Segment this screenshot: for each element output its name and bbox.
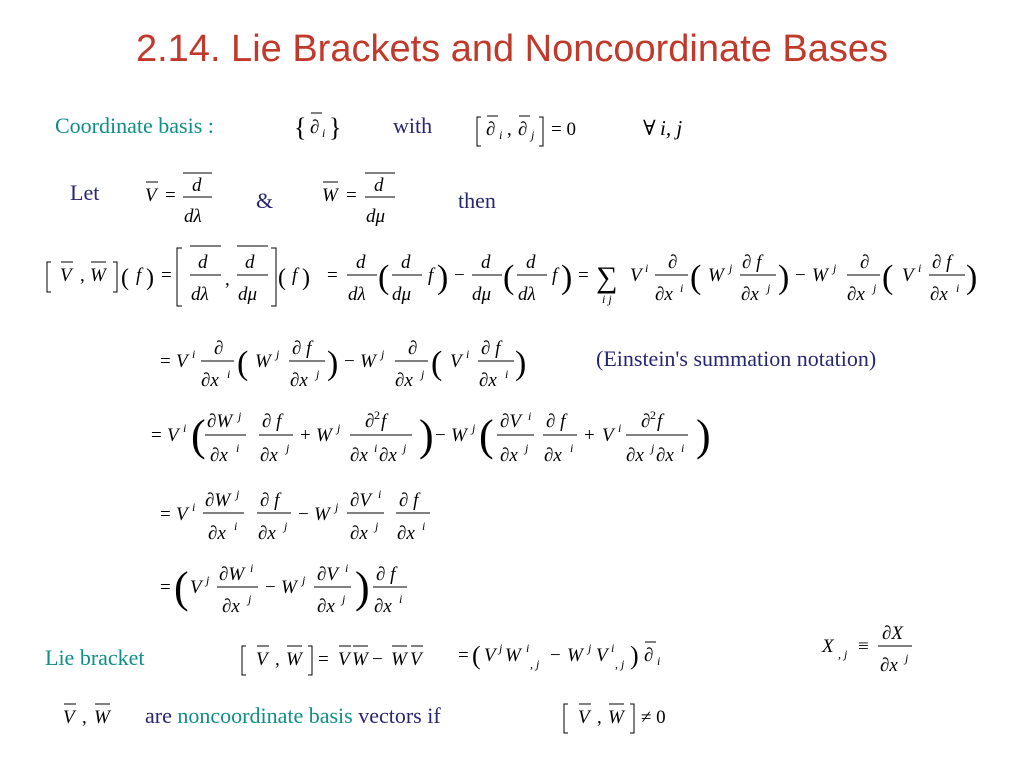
svg-text:∂: ∂ bbox=[668, 252, 678, 273]
svg-text:j: j bbox=[342, 592, 346, 606]
v-definition bbox=[145, 173, 212, 227]
svg-text:,: , bbox=[507, 119, 512, 140]
svg-text:∂: ∂ bbox=[641, 411, 651, 432]
svg-text:∂W: ∂W bbox=[207, 411, 233, 432]
svg-text:∂: ∂ bbox=[310, 117, 320, 138]
svg-text:(: ( bbox=[191, 411, 206, 460]
svg-text:dμ: dμ bbox=[472, 284, 492, 305]
svg-text:j: j bbox=[284, 519, 288, 533]
slide-title: 2.14. Lie Brackets and Noncoordinate Bases bbox=[135, 28, 889, 70]
svg-text:∂: ∂ bbox=[860, 252, 870, 273]
svg-text:=: = bbox=[327, 265, 338, 286]
svg-text:i: i bbox=[681, 441, 685, 455]
svg-text:∂x: ∂x bbox=[260, 445, 278, 466]
svg-text:∂x: ∂x bbox=[201, 370, 219, 391]
svg-text:∂V: ∂V bbox=[500, 411, 521, 432]
svg-text:d: d bbox=[356, 252, 366, 273]
svg-text:∂x: ∂x bbox=[626, 445, 644, 466]
svg-text:∂ f: ∂ f bbox=[481, 338, 501, 359]
svg-text:∂x: ∂x bbox=[741, 284, 759, 305]
svg-text:dμ: dμ bbox=[366, 206, 386, 227]
svg-text:j: j bbox=[248, 592, 252, 606]
svg-text:j: j bbox=[531, 128, 535, 142]
svg-text:W: W bbox=[391, 649, 407, 670]
svg-text:dμ: dμ bbox=[238, 284, 258, 305]
svg-text:j: j bbox=[206, 573, 210, 587]
svg-text:i: i bbox=[611, 641, 615, 655]
svg-text:i: i bbox=[466, 347, 470, 361]
svg-text:(: ( bbox=[479, 411, 494, 460]
svg-text:i: i bbox=[399, 592, 403, 606]
svg-text:V: V bbox=[167, 425, 179, 446]
svg-text:∂x: ∂x bbox=[258, 523, 276, 544]
svg-text:∂x: ∂x bbox=[222, 596, 240, 617]
svg-text:,: , bbox=[225, 269, 230, 290]
svg-text:j: j bbox=[651, 441, 655, 455]
svg-text:∂x: ∂x bbox=[317, 596, 335, 617]
svg-text:V: V bbox=[63, 707, 75, 728]
svg-text:(: ( bbox=[882, 259, 894, 296]
svg-text:(: ( bbox=[378, 259, 390, 296]
svg-text:∂ f: ∂ f bbox=[260, 490, 280, 511]
svg-text:i: i bbox=[183, 421, 187, 435]
vectors-if-word: vectors if bbox=[358, 703, 441, 728]
svg-text:≡: ≡ bbox=[858, 636, 869, 657]
svg-text:=: = bbox=[160, 351, 171, 372]
svg-text:−: − bbox=[550, 645, 561, 666]
svg-text:=: = bbox=[458, 645, 469, 666]
svg-text:j: j bbox=[905, 651, 909, 665]
svg-text:∂x: ∂x bbox=[374, 596, 392, 617]
svg-text:V: V bbox=[484, 645, 496, 666]
svg-text:): ) bbox=[419, 411, 434, 460]
svg-text:W: W bbox=[90, 265, 106, 286]
lie-bracket-definition bbox=[242, 646, 424, 675]
svg-text:j: j bbox=[337, 421, 341, 435]
svg-text:): ) bbox=[355, 563, 370, 612]
svg-text:W: W bbox=[281, 577, 297, 598]
svg-text:W: W bbox=[255, 351, 271, 372]
svg-text:V: V bbox=[145, 185, 157, 206]
svg-text:V: V bbox=[602, 425, 614, 446]
svg-text:i: i bbox=[234, 519, 238, 533]
svg-text:∂ f: ∂ f bbox=[742, 252, 762, 273]
derivation-line-2 bbox=[160, 338, 526, 391]
svg-text:,: , bbox=[80, 265, 85, 286]
einstein-note: (Einstein's summation notation) bbox=[596, 346, 877, 371]
svg-text:=: = bbox=[165, 185, 176, 206]
svg-text:∂: ∂ bbox=[365, 411, 375, 432]
svg-text:∂x: ∂x bbox=[656, 445, 674, 466]
svg-text:j: j bbox=[375, 519, 379, 533]
svg-text:V: V bbox=[630, 265, 642, 286]
svg-text:j: j bbox=[316, 367, 320, 381]
svg-text:j: j bbox=[381, 347, 385, 361]
svg-text:dλ: dλ bbox=[348, 284, 366, 305]
svg-text:i: i bbox=[250, 561, 254, 575]
svg-text:): ) bbox=[966, 259, 978, 296]
svg-text:d: d bbox=[526, 252, 536, 273]
svg-text:W: W bbox=[708, 265, 724, 286]
svg-text:=: = bbox=[161, 265, 172, 286]
svg-text:∀: ∀ bbox=[643, 116, 656, 140]
svg-text:∂x: ∂x bbox=[880, 655, 898, 676]
svg-text:(: ( bbox=[472, 641, 481, 670]
svg-text:V: V bbox=[596, 645, 608, 666]
svg-text:∂: ∂ bbox=[486, 119, 496, 140]
svg-text:=: = bbox=[160, 504, 171, 525]
svg-text:): ) bbox=[630, 641, 639, 670]
svg-text:i: i bbox=[192, 347, 196, 361]
svg-text:∂V: ∂V bbox=[317, 564, 338, 585]
svg-text:, j: , j bbox=[530, 657, 540, 671]
svg-text:∂V: ∂V bbox=[350, 490, 371, 511]
svg-text:i: i bbox=[378, 487, 382, 501]
svg-text:∂x: ∂x bbox=[479, 370, 497, 391]
svg-text:W: W bbox=[360, 351, 376, 372]
svg-text:): ) bbox=[778, 259, 790, 296]
svg-text:): ) bbox=[302, 265, 310, 291]
let-label: Let bbox=[70, 180, 100, 205]
svg-text:i: i bbox=[227, 367, 231, 381]
svg-text:2: 2 bbox=[374, 408, 380, 422]
svg-text:i: i bbox=[645, 261, 649, 275]
svg-text:): ) bbox=[515, 345, 527, 382]
svg-text:i: i bbox=[657, 654, 661, 668]
svg-text:i: i bbox=[422, 519, 426, 533]
v-w-pair bbox=[63, 704, 112, 728]
svg-text:j: j bbox=[276, 347, 280, 361]
svg-text:∂W: ∂W bbox=[219, 564, 245, 585]
are-word: are bbox=[145, 703, 172, 728]
svg-text:j: j bbox=[729, 261, 733, 275]
svg-text:(: ( bbox=[503, 259, 515, 296]
svg-text:i: i bbox=[528, 409, 532, 423]
svg-text:∂x: ∂x bbox=[397, 523, 415, 544]
svg-text:W: W bbox=[451, 425, 467, 446]
svg-text:−: − bbox=[298, 504, 309, 525]
svg-text:j: j bbox=[286, 441, 290, 455]
svg-text:d: d bbox=[481, 252, 491, 273]
coordinate-basis-label: Coordinate basis : bbox=[55, 113, 214, 138]
svg-text:W: W bbox=[316, 425, 332, 446]
svg-text:=: = bbox=[151, 425, 162, 446]
svg-text:j: j bbox=[588, 641, 592, 655]
with-label: with bbox=[393, 113, 433, 138]
svg-text:dλ: dλ bbox=[184, 206, 202, 227]
svg-text:V: V bbox=[60, 265, 72, 286]
svg-text:W: W bbox=[567, 645, 583, 666]
svg-text:∑: ∑ bbox=[596, 261, 618, 294]
svg-text:): ) bbox=[437, 259, 449, 296]
svg-text:j: j bbox=[238, 409, 242, 423]
svg-text:): ) bbox=[327, 345, 339, 382]
lie-bracket-label: Lie bracket bbox=[45, 645, 145, 670]
svg-text:(: ( bbox=[237, 345, 249, 382]
svg-text:d: d bbox=[198, 252, 208, 273]
w-definition bbox=[322, 173, 395, 227]
svg-text:W: W bbox=[314, 504, 330, 525]
coordinate-basis-set bbox=[294, 113, 341, 142]
svg-text:(: ( bbox=[690, 259, 702, 296]
svg-text:∂x: ∂x bbox=[379, 445, 397, 466]
commutator-zero-equation bbox=[477, 116, 576, 146]
then-label: then bbox=[458, 188, 496, 213]
svg-text:−: − bbox=[435, 425, 446, 446]
svg-text:≠ 0: ≠ 0 bbox=[641, 707, 666, 728]
svg-text:{: { bbox=[294, 113, 307, 142]
svg-text:∂ f: ∂ f bbox=[376, 564, 396, 585]
svg-text:(: ( bbox=[174, 563, 189, 612]
svg-text:i: i bbox=[345, 561, 349, 575]
svg-text:i: i bbox=[236, 441, 240, 455]
svg-text:): ) bbox=[146, 265, 154, 291]
lie-bracket-components bbox=[458, 641, 660, 671]
svg-text:dλ: dλ bbox=[518, 284, 536, 305]
svg-text:+: + bbox=[300, 425, 311, 446]
svg-text:j: j bbox=[767, 281, 771, 295]
svg-text:i: i bbox=[956, 281, 960, 295]
svg-text:i: i bbox=[526, 641, 530, 655]
svg-text:−: − bbox=[454, 265, 465, 286]
svg-text:j: j bbox=[421, 367, 425, 381]
svg-text:dλ: dλ bbox=[191, 284, 209, 305]
svg-text:f: f bbox=[552, 265, 558, 286]
svg-text:∂x: ∂x bbox=[290, 370, 308, 391]
svg-text:∂: ∂ bbox=[644, 645, 654, 666]
svg-text:∂W: ∂W bbox=[205, 490, 231, 511]
derivation-line-3 bbox=[151, 408, 711, 466]
svg-text:j: j bbox=[525, 441, 529, 455]
svg-text:∂x: ∂x bbox=[350, 445, 368, 466]
svg-text:X: X bbox=[822, 636, 834, 657]
svg-text:∂x: ∂x bbox=[350, 523, 368, 544]
svg-text:i: i bbox=[505, 367, 509, 381]
svg-text:i: i bbox=[570, 441, 574, 455]
svg-text:j: j bbox=[873, 281, 877, 295]
svg-text:i: i bbox=[618, 421, 622, 435]
svg-text:i: i bbox=[322, 126, 326, 140]
svg-text:∂ f: ∂ f bbox=[932, 252, 952, 273]
svg-text:d: d bbox=[245, 252, 255, 273]
svg-text:V: V bbox=[338, 649, 350, 670]
svg-text:+: + bbox=[584, 425, 595, 446]
svg-text:=: = bbox=[318, 649, 329, 670]
svg-text:W: W bbox=[352, 649, 368, 670]
svg-text:−: − bbox=[265, 577, 276, 598]
svg-text:V: V bbox=[176, 504, 188, 525]
svg-text:−: − bbox=[344, 351, 355, 372]
svg-text:f: f bbox=[657, 411, 663, 432]
svg-text:V: V bbox=[176, 351, 188, 372]
svg-text:∂ f: ∂ f bbox=[399, 490, 419, 511]
svg-text:dμ: dμ bbox=[392, 284, 412, 305]
svg-text:i: i bbox=[499, 128, 503, 142]
svg-text:i, j: i, j bbox=[660, 116, 683, 140]
svg-text:f: f bbox=[136, 265, 142, 286]
svg-text:i: i bbox=[918, 261, 922, 275]
ampersand-label: & bbox=[256, 188, 274, 213]
derivation-line-4 bbox=[160, 487, 430, 544]
comma-derivative-notation bbox=[821, 623, 912, 676]
svg-text:,: , bbox=[82, 707, 87, 728]
svg-text:i: i bbox=[680, 281, 684, 295]
svg-text:V: V bbox=[256, 649, 268, 670]
svg-text:∂ f: ∂ f bbox=[262, 411, 282, 432]
svg-text:∂x: ∂x bbox=[500, 445, 518, 466]
svg-text:j: j bbox=[472, 421, 476, 435]
svg-text:2: 2 bbox=[650, 408, 656, 422]
svg-text:d: d bbox=[401, 252, 411, 273]
svg-text:,: , bbox=[275, 649, 280, 670]
svg-text:∂x: ∂x bbox=[210, 445, 228, 466]
svg-text:V: V bbox=[902, 265, 914, 286]
svg-text:∂: ∂ bbox=[518, 119, 528, 140]
svg-text:f: f bbox=[381, 411, 387, 432]
svg-text:j: j bbox=[833, 261, 837, 275]
svg-text:}: } bbox=[329, 113, 342, 142]
svg-text:, j: , j bbox=[838, 647, 848, 661]
svg-text:d: d bbox=[374, 175, 384, 196]
svg-text:V: V bbox=[578, 707, 590, 728]
svg-text:i: i bbox=[192, 500, 196, 514]
svg-text:V: V bbox=[190, 577, 202, 598]
svg-text:f: f bbox=[292, 265, 298, 286]
svg-text:d: d bbox=[192, 175, 202, 196]
svg-text:∂x: ∂x bbox=[544, 445, 562, 466]
svg-text:(: ( bbox=[278, 265, 286, 291]
svg-text:∂X: ∂X bbox=[882, 623, 903, 644]
svg-text:∂ f: ∂ f bbox=[546, 411, 566, 432]
for-all-ij bbox=[643, 116, 682, 140]
noncoordinate-basis-word: noncoordinate basis bbox=[177, 703, 353, 728]
svg-text:W: W bbox=[322, 185, 338, 206]
svg-text:∂x: ∂x bbox=[930, 284, 948, 305]
svg-text:): ) bbox=[696, 411, 711, 460]
svg-text:j: j bbox=[403, 441, 407, 455]
svg-text:=: = bbox=[578, 265, 589, 286]
svg-text:∂: ∂ bbox=[214, 338, 224, 359]
svg-text:): ) bbox=[561, 259, 573, 296]
svg-text:−: − bbox=[795, 265, 806, 286]
svg-text:=: = bbox=[346, 185, 357, 206]
svg-text:j: j bbox=[236, 487, 240, 501]
svg-text:j: j bbox=[499, 641, 503, 655]
svg-text:i j: i j bbox=[602, 292, 612, 306]
svg-text:,: , bbox=[597, 707, 602, 728]
svg-text:=: = bbox=[160, 577, 171, 598]
svg-text:= 0: = 0 bbox=[551, 119, 576, 140]
svg-text:∂x: ∂x bbox=[395, 370, 413, 391]
svg-text:∂x: ∂x bbox=[655, 284, 673, 305]
svg-text:−: − bbox=[372, 649, 383, 670]
svg-text:f: f bbox=[428, 265, 434, 286]
derivation-line-5 bbox=[160, 561, 407, 617]
svg-text:W: W bbox=[608, 707, 624, 728]
derivation-line-1 bbox=[47, 246, 977, 306]
svg-text:∂x: ∂x bbox=[208, 523, 226, 544]
svg-text:V: V bbox=[410, 649, 422, 670]
svg-text:V: V bbox=[450, 351, 462, 372]
svg-text:i: i bbox=[374, 441, 378, 455]
svg-text:∂x: ∂x bbox=[847, 284, 865, 305]
svg-text:W: W bbox=[286, 649, 302, 670]
svg-text:j: j bbox=[302, 573, 306, 587]
svg-text:W: W bbox=[94, 707, 110, 728]
svg-text:(: ( bbox=[121, 265, 129, 291]
nonzero-commutator bbox=[564, 704, 666, 733]
svg-text:, j: , j bbox=[615, 657, 625, 671]
svg-text:W: W bbox=[812, 265, 828, 286]
svg-text:W: W bbox=[505, 645, 521, 666]
svg-text:(: ( bbox=[431, 345, 443, 382]
svg-text:∂: ∂ bbox=[408, 338, 418, 359]
svg-text:∂ f: ∂ f bbox=[292, 338, 312, 359]
svg-text:j: j bbox=[335, 500, 339, 514]
